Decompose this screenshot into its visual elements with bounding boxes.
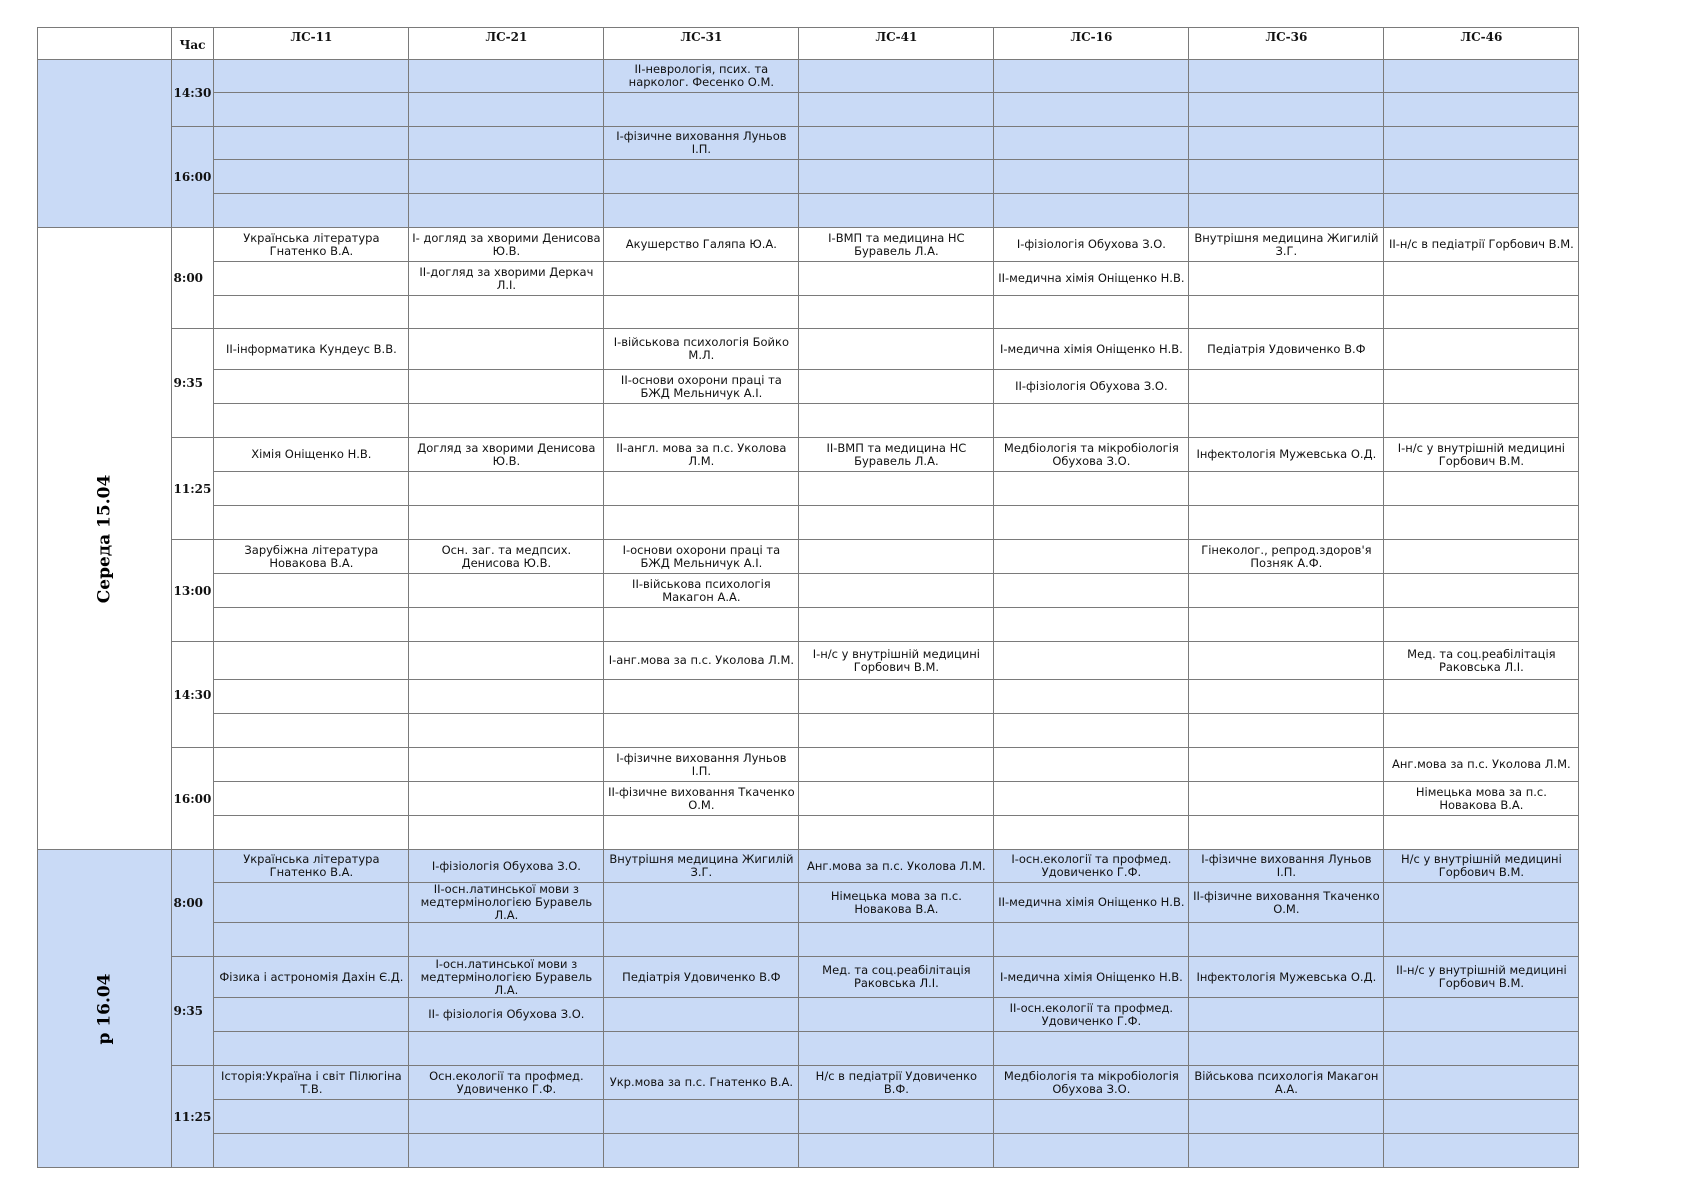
group-header: ЛС-46: [1384, 28, 1579, 60]
lesson-cell[interactable]: [604, 93, 799, 127]
lesson-cell[interactable]: [1384, 194, 1579, 228]
schedule-row: [38, 93, 1579, 127]
schedule-row: [38, 404, 1579, 438]
lesson-cell[interactable]: [409, 506, 604, 540]
lesson-cell[interactable]: [1384, 370, 1579, 404]
schedule-row: [38, 957, 1579, 998]
lesson-cell[interactable]: [799, 923, 994, 957]
lesson-cell[interactable]: [214, 1134, 409, 1168]
lesson-cell[interactable]: Мед. та соц.реабілітація Раковська Л.І.: [799, 957, 994, 998]
lesson-cell[interactable]: [994, 472, 1189, 506]
lesson-cell[interactable]: [994, 816, 1189, 850]
lesson-cell[interactable]: [214, 680, 409, 714]
lesson-cell[interactable]: [1384, 1100, 1579, 1134]
lesson-cell[interactable]: [1189, 194, 1384, 228]
schedule-row: [38, 60, 1579, 93]
lesson-cell[interactable]: [1189, 998, 1384, 1032]
lesson-cell[interactable]: Інфектологія Мужевська О.Д.: [1189, 957, 1384, 998]
group-header: ЛС-16: [994, 28, 1189, 60]
lesson-cell[interactable]: [409, 642, 604, 680]
lesson-cell[interactable]: [409, 1134, 604, 1168]
lesson-cell[interactable]: [799, 574, 994, 608]
lesson-cell[interactable]: [1384, 329, 1579, 370]
lesson-time: 11:25: [171, 1066, 214, 1168]
lesson-cell[interactable]: [214, 816, 409, 850]
lesson-cell[interactable]: [604, 472, 799, 506]
schedule-row: [38, 370, 1579, 404]
lesson-cell[interactable]: [1384, 1066, 1579, 1100]
schedule-row: [38, 540, 1579, 574]
schedule-row: [38, 1032, 1579, 1066]
lesson-cell[interactable]: [799, 1100, 994, 1134]
lesson-cell[interactable]: [1384, 608, 1579, 642]
group-header: ЛС-31: [604, 28, 799, 60]
lesson-cell[interactable]: Осн. заг. та медпсих. Денисова Ю.В.: [409, 540, 604, 574]
lesson-cell[interactable]: І-н/с у внутрішній медицині Горбович В.М.: [1384, 438, 1579, 472]
lesson-cell[interactable]: [604, 883, 799, 923]
schedule-row: [38, 680, 1579, 714]
lesson-cell[interactable]: І-н/с у внутрішній медицині Горбович В.М.: [799, 642, 994, 680]
lesson-time: 9:35: [171, 957, 214, 1066]
lesson-cell[interactable]: [1384, 1032, 1579, 1066]
lesson-cell[interactable]: [1189, 748, 1384, 782]
lesson-cell[interactable]: [799, 160, 994, 194]
lesson-cell[interactable]: [1189, 404, 1384, 438]
lesson-cell[interactable]: [799, 714, 994, 748]
lesson-cell[interactable]: [1189, 93, 1384, 127]
lesson-cell[interactable]: І-військова психологія Бойко М.Л.: [604, 329, 799, 370]
lesson-cell[interactable]: [409, 127, 604, 160]
lesson-cell[interactable]: [799, 370, 994, 404]
schedule-row: [38, 262, 1579, 296]
lesson-cell[interactable]: Акушерство Галяпа Ю.А.: [604, 228, 799, 262]
lesson-cell[interactable]: [1384, 296, 1579, 329]
lesson-cell[interactable]: [214, 127, 409, 160]
lesson-cell[interactable]: [604, 1134, 799, 1168]
lesson-cell[interactable]: [1189, 60, 1384, 93]
lesson-cell[interactable]: [409, 680, 604, 714]
lesson-cell[interactable]: І-фізичне виховання Луньов І.П.: [1189, 850, 1384, 883]
lesson-cell[interactable]: [799, 1032, 994, 1066]
lesson-cell[interactable]: [799, 506, 994, 540]
lesson-cell[interactable]: [1189, 923, 1384, 957]
lesson-cell[interactable]: Осн.екології та профмед. Удовиченко Г.Ф.: [409, 1066, 604, 1100]
lesson-cell[interactable]: [1384, 714, 1579, 748]
lesson-cell[interactable]: ІІ-інформатика Кундеус В.В.: [214, 329, 409, 370]
lesson-cell[interactable]: [604, 506, 799, 540]
lesson-cell[interactable]: [1189, 370, 1384, 404]
lesson-cell[interactable]: [799, 60, 994, 93]
lesson-cell[interactable]: [409, 574, 604, 608]
lesson-cell[interactable]: [799, 748, 994, 782]
lesson-cell[interactable]: [1384, 680, 1579, 714]
lesson-cell[interactable]: [214, 883, 409, 923]
lesson-cell[interactable]: [799, 1134, 994, 1168]
schedule-row: [38, 194, 1579, 228]
lesson-time: 9:35: [171, 329, 214, 438]
lesson-cell[interactable]: [1384, 540, 1579, 574]
lesson-cell[interactable]: [1384, 60, 1579, 93]
schedule-row: [38, 883, 1579, 923]
lesson-cell[interactable]: [994, 574, 1189, 608]
lesson-cell[interactable]: Німецька мова за п.с. Новакова В.А.: [799, 883, 994, 923]
lesson-time: 16:00: [171, 127, 214, 228]
lesson-cell[interactable]: [409, 1100, 604, 1134]
hour-column-header: Час: [171, 28, 214, 60]
day-label-text: Середа 15.04: [94, 474, 115, 603]
lesson-cell[interactable]: [799, 127, 994, 160]
lesson-time: 8:00: [171, 228, 214, 329]
lesson-cell[interactable]: [409, 194, 604, 228]
lesson-cell[interactable]: ІІ-неврологія, псих. та нарколог. Фесенко О.М.: [604, 60, 799, 93]
schedule-row: [38, 748, 1579, 782]
lesson-cell[interactable]: [409, 329, 604, 370]
lesson-cell[interactable]: [214, 1100, 409, 1134]
lesson-cell[interactable]: [994, 714, 1189, 748]
lesson-cell[interactable]: Військова психологія Макагон А.А.: [1189, 1066, 1384, 1100]
lesson-cell[interactable]: ІІ-англ. мова за п.с. Уколова Л.М.: [604, 438, 799, 472]
lesson-cell[interactable]: [1189, 296, 1384, 329]
lesson-cell[interactable]: [994, 608, 1189, 642]
lesson-cell[interactable]: ІІ-медична хімія Оніщенко Н.В.: [994, 883, 1189, 923]
group-header: ЛС-11: [214, 28, 409, 60]
lesson-cell[interactable]: Медбіологія та мікробіологія Обухова З.О.: [994, 1066, 1189, 1100]
schedule-row: [38, 574, 1579, 608]
lesson-cell[interactable]: [604, 1100, 799, 1134]
schedule-row: [38, 127, 1579, 160]
lesson-cell[interactable]: [994, 748, 1189, 782]
schedule-row: [38, 850, 1579, 883]
day-column-header: [38, 28, 172, 60]
lesson-time: 14:30: [171, 60, 214, 127]
lesson-cell[interactable]: [1189, 1032, 1384, 1066]
lesson-cell[interactable]: [214, 296, 409, 329]
lesson-cell[interactable]: Історія:Україна і світ Пілюгіна Т.В.: [214, 1066, 409, 1100]
lesson-cell[interactable]: [994, 540, 1189, 574]
schedule-row: [38, 1100, 1579, 1134]
lesson-cell[interactable]: ІІ-ВМП та медицина НС Буравель Л.А.: [799, 438, 994, 472]
lesson-cell[interactable]: [604, 262, 799, 296]
lesson-cell[interactable]: І-анг.мова за п.с. Уколова Л.М.: [604, 642, 799, 680]
lesson-cell[interactable]: [214, 60, 409, 93]
lesson-cell[interactable]: [799, 680, 994, 714]
lesson-cell[interactable]: [604, 160, 799, 194]
day-label: [38, 228, 172, 850]
lesson-cell[interactable]: [409, 782, 604, 816]
lesson-cell[interactable]: [409, 296, 604, 329]
lesson-cell[interactable]: І-медична хімія Оніщенко Н.В.: [994, 957, 1189, 998]
lesson-cell[interactable]: [409, 714, 604, 748]
lesson-cell[interactable]: Українська література Гнатенко В.А.: [214, 850, 409, 883]
lesson-cell[interactable]: І-ВМП та медицина НС Буравель Л.А.: [799, 228, 994, 262]
lesson-cell[interactable]: [214, 93, 409, 127]
lesson-cell[interactable]: Медбіологія та мікробіологія Обухова З.О.: [994, 438, 1189, 472]
schedule-row: [38, 472, 1579, 506]
lesson-cell[interactable]: І- догляд за хворими Денисова Ю.В.: [409, 228, 604, 262]
schedule-row: [38, 296, 1579, 329]
lesson-cell[interactable]: І-фізичне виховання Луньов І.П.: [604, 127, 799, 160]
lesson-cell[interactable]: Анг.мова за п.с. Уколова Л.М.: [1384, 748, 1579, 782]
day-label: [38, 60, 172, 228]
lesson-cell[interactable]: [994, 194, 1189, 228]
lesson-cell[interactable]: [799, 329, 994, 370]
lesson-cell[interactable]: [1384, 506, 1579, 540]
lesson-cell[interactable]: [799, 93, 994, 127]
lesson-cell[interactable]: [409, 93, 604, 127]
schedule-row: [38, 782, 1579, 816]
lesson-cell[interactable]: [1189, 642, 1384, 680]
lesson-cell[interactable]: ІІ-медична хімія Оніщенко Н.В.: [994, 262, 1189, 296]
lesson-cell[interactable]: [799, 608, 994, 642]
lesson-cell[interactable]: Внутрішня медицина Жигилій З.Г.: [1189, 228, 1384, 262]
lesson-cell[interactable]: [1189, 506, 1384, 540]
lesson-cell[interactable]: [214, 160, 409, 194]
lesson-cell[interactable]: Укр.мова за п.с. Гнатенко В.А.: [604, 1066, 799, 1100]
lesson-cell[interactable]: [1384, 404, 1579, 438]
lesson-cell[interactable]: [214, 923, 409, 957]
lesson-cell[interactable]: [994, 404, 1189, 438]
schedule-table: [37, 27, 1579, 1168]
lesson-cell[interactable]: [799, 404, 994, 438]
lesson-cell[interactable]: [409, 370, 604, 404]
lesson-cell[interactable]: [214, 748, 409, 782]
lesson-cell[interactable]: [409, 160, 604, 194]
lesson-cell[interactable]: [994, 93, 1189, 127]
lesson-cell[interactable]: [994, 782, 1189, 816]
schedule-row: [38, 160, 1579, 194]
lesson-cell[interactable]: [214, 472, 409, 506]
header-row: [38, 28, 1579, 60]
schedule-row: [38, 816, 1579, 850]
lesson-cell[interactable]: [1384, 998, 1579, 1032]
lesson-cell[interactable]: [994, 642, 1189, 680]
lesson-cell[interactable]: Анг.мова за п.с. Уколова Л.М.: [799, 850, 994, 883]
schedule-row: [38, 923, 1579, 957]
lesson-cell[interactable]: [994, 60, 1189, 93]
lesson-cell[interactable]: [604, 194, 799, 228]
lesson-cell[interactable]: Хімія Оніщенко Н.В.: [214, 438, 409, 472]
lesson-time: 8:00: [171, 850, 214, 957]
lesson-cell[interactable]: [1384, 574, 1579, 608]
lesson-cell[interactable]: ІІ-фізіологія Обухова З.О.: [994, 370, 1189, 404]
lesson-cell[interactable]: [604, 998, 799, 1032]
lesson-cell[interactable]: [604, 816, 799, 850]
lesson-cell[interactable]: Зарубіжна література Новакова В.А.: [214, 540, 409, 574]
lesson-cell[interactable]: [214, 998, 409, 1032]
lesson-cell[interactable]: Гінеколог., репрод.здоров'я Позняк А.Ф.: [1189, 540, 1384, 574]
lesson-cell[interactable]: [994, 923, 1189, 957]
lesson-cell[interactable]: [1384, 127, 1579, 160]
lesson-cell[interactable]: ІІ-н/с у внутрішній медицині Горбович В.М.: [1384, 957, 1579, 998]
schedule-row: [38, 714, 1579, 748]
lesson-cell[interactable]: [799, 194, 994, 228]
lesson-cell[interactable]: [214, 370, 409, 404]
lesson-cell[interactable]: [799, 296, 994, 329]
lesson-cell[interactable]: [1189, 816, 1384, 850]
lesson-cell[interactable]: [1189, 1134, 1384, 1168]
lesson-cell[interactable]: [214, 642, 409, 680]
lesson-cell[interactable]: ІІ-осн.латинської мови з медтермінологією Буравель Л.А.: [409, 883, 604, 923]
schedule-row: [38, 438, 1579, 472]
lesson-cell[interactable]: [994, 1032, 1189, 1066]
lesson-cell[interactable]: ІІ-н/с в педіатрії Горбович В.М.: [1384, 228, 1579, 262]
lesson-cell[interactable]: [409, 923, 604, 957]
lesson-cell[interactable]: [994, 296, 1189, 329]
schedule-row: [38, 642, 1579, 680]
lesson-cell[interactable]: [1384, 883, 1579, 923]
schedule-row: [38, 1134, 1579, 1168]
day-label-text: р 16.04: [94, 972, 115, 1045]
day-label: [38, 850, 172, 1168]
lesson-cell[interactable]: Українська література Гнатенко В.А.: [214, 228, 409, 262]
lesson-cell[interactable]: ІІ-догляд за хворими Деркач Л.І.: [409, 262, 604, 296]
lesson-cell[interactable]: Н/с у внутрішній медицині Горбович В.М.: [1384, 850, 1579, 883]
schedule-row: [38, 329, 1579, 370]
lesson-cell[interactable]: [799, 998, 994, 1032]
lesson-cell[interactable]: [409, 472, 604, 506]
lesson-time: 16:00: [171, 748, 214, 850]
lesson-cell[interactable]: Мед. та соц.реабілітація Раковська Л.І.: [1384, 642, 1579, 680]
lesson-cell[interactable]: [214, 714, 409, 748]
lesson-cell[interactable]: [214, 782, 409, 816]
lesson-cell[interactable]: [1189, 262, 1384, 296]
lesson-cell[interactable]: Фізика і астрономія Дахін Є.Д.: [214, 957, 409, 998]
lesson-cell[interactable]: ІІ- фізіологія Обухова З.О.: [409, 998, 604, 1032]
lesson-time: 14:30: [171, 642, 214, 748]
lesson-cell[interactable]: [214, 194, 409, 228]
lesson-cell[interactable]: [1384, 923, 1579, 957]
lesson-cell[interactable]: [1189, 608, 1384, 642]
lesson-cell[interactable]: [1189, 472, 1384, 506]
lesson-cell[interactable]: Педіатрія Удовиченко В.Ф: [1189, 329, 1384, 370]
lesson-cell[interactable]: І-осн.екології та профмед. Удовиченко Г.Ф.: [994, 850, 1189, 883]
lesson-cell[interactable]: [604, 608, 799, 642]
lesson-cell[interactable]: [409, 404, 604, 438]
schedule-row: [38, 608, 1579, 642]
lesson-cell[interactable]: [1384, 262, 1579, 296]
lesson-cell[interactable]: ІІ-фізичне виховання Ткаченко О.М.: [604, 782, 799, 816]
lesson-cell[interactable]: [214, 506, 409, 540]
lesson-cell[interactable]: [1384, 93, 1579, 127]
lesson-cell[interactable]: [214, 1032, 409, 1066]
group-header: ЛС-41: [799, 28, 994, 60]
lesson-cell[interactable]: [994, 506, 1189, 540]
lesson-cell[interactable]: Педіатрія Удовиченко В.Ф: [604, 957, 799, 998]
lesson-cell[interactable]: [1189, 782, 1384, 816]
lesson-cell[interactable]: [799, 816, 994, 850]
schedule-row: [38, 506, 1579, 540]
lesson-cell[interactable]: [214, 574, 409, 608]
lesson-cell[interactable]: ІІ-фізичне виховання Ткаченко О.М.: [1189, 883, 1384, 923]
lesson-cell[interactable]: [214, 608, 409, 642]
group-header: ЛС-21: [409, 28, 604, 60]
lesson-cell[interactable]: [994, 160, 1189, 194]
lesson-cell[interactable]: І-медична хімія Оніщенко Н.В.: [994, 329, 1189, 370]
lesson-cell[interactable]: [1384, 816, 1579, 850]
lesson-cell[interactable]: [604, 1032, 799, 1066]
group-header: ЛС-36: [1189, 28, 1384, 60]
lesson-cell[interactable]: [214, 404, 409, 438]
lesson-cell[interactable]: Внутрішня медицина Жигилій З.Г.: [604, 850, 799, 883]
lesson-cell[interactable]: [1384, 1134, 1579, 1168]
lesson-cell[interactable]: [604, 923, 799, 957]
lesson-cell[interactable]: ІІ-основи охорони праці та БЖД Мельничук А.І.: [604, 370, 799, 404]
lesson-cell[interactable]: [604, 680, 799, 714]
lesson-cell[interactable]: [994, 680, 1189, 714]
lesson-cell[interactable]: [1189, 680, 1384, 714]
schedule-row: [38, 998, 1579, 1032]
lesson-cell[interactable]: [799, 540, 994, 574]
lesson-cell[interactable]: [409, 748, 604, 782]
lesson-cell[interactable]: [409, 60, 604, 93]
lesson-cell[interactable]: І-осн.латинської мови з медтермінологією Буравель Л.А.: [409, 957, 604, 998]
lesson-cell[interactable]: [1189, 127, 1384, 160]
lesson-cell[interactable]: [409, 816, 604, 850]
lesson-cell[interactable]: [1189, 1100, 1384, 1134]
lesson-cell[interactable]: [409, 1032, 604, 1066]
lesson-cell[interactable]: ІІ-осн.екології та профмед. Удовиченко Г.Ф.: [994, 998, 1189, 1032]
lesson-cell[interactable]: Інфектологія Мужевська О.Д.: [1189, 438, 1384, 472]
lesson-cell[interactable]: [994, 1134, 1189, 1168]
lesson-cell[interactable]: [1189, 714, 1384, 748]
schedule-body: [38, 60, 1579, 1168]
lesson-cell[interactable]: [1189, 574, 1384, 608]
lesson-cell[interactable]: Н/с в педіатрії Удовиченко В.Ф.: [799, 1066, 994, 1100]
lesson-cell[interactable]: Догляд за хворими Денисова Ю.В.: [409, 438, 604, 472]
lesson-cell[interactable]: [799, 262, 994, 296]
lesson-cell[interactable]: [409, 608, 604, 642]
lesson-cell[interactable]: [1384, 160, 1579, 194]
lesson-cell[interactable]: Німецька мова за п.с. Новакова В.А.: [1384, 782, 1579, 816]
lesson-cell[interactable]: [799, 472, 994, 506]
lesson-cell[interactable]: І-фізіологія Обухова З.О.: [994, 228, 1189, 262]
lesson-cell[interactable]: ІІ-військова психологія Макагон А.А.: [604, 574, 799, 608]
lesson-cell[interactable]: [994, 127, 1189, 160]
lesson-cell[interactable]: І-фізичне виховання Луньов І.П.: [604, 748, 799, 782]
lesson-cell[interactable]: [1189, 160, 1384, 194]
lesson-cell[interactable]: [604, 714, 799, 748]
schedule-row: [38, 228, 1579, 262]
lesson-cell[interactable]: [799, 782, 994, 816]
lesson-cell[interactable]: І-фізіологія Обухова З.О.: [409, 850, 604, 883]
lesson-cell[interactable]: [604, 404, 799, 438]
lesson-cell[interactable]: [604, 296, 799, 329]
lesson-time: 11:25: [171, 438, 214, 540]
lesson-cell[interactable]: І-основи охорони праці та БЖД Мельничук А.І.: [604, 540, 799, 574]
lesson-time: 13:00: [171, 540, 214, 642]
schedule-row: [38, 1066, 1579, 1100]
lesson-cell[interactable]: [214, 262, 409, 296]
lesson-cell[interactable]: [1384, 472, 1579, 506]
lesson-cell[interactable]: [994, 1100, 1189, 1134]
